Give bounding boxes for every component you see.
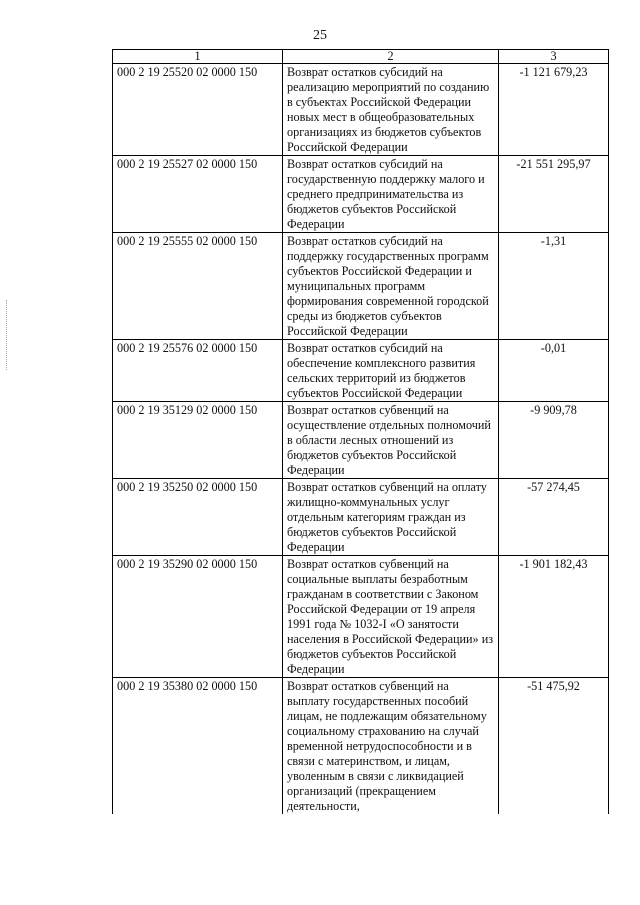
row-code: 000 2 19 35129 02 0000 150: [113, 402, 283, 479]
row-code: 000 2 19 25576 02 0000 150: [113, 340, 283, 402]
table-row: [113, 556, 609, 678]
row-description: Возврат остатков субсидий на поддержку государственных программ субъектов Российской Федерации и муниципальных программ формирования современной городской среды из бюджетов субъектов Российской Федерации: [283, 233, 499, 340]
row-amount: -1,31: [499, 233, 609, 340]
row-amount: -0,01: [499, 340, 609, 402]
row-amount: -51 475,92: [499, 678, 609, 815]
column-header-code: 1: [113, 50, 283, 64]
table-row: [113, 64, 609, 156]
table-row: [113, 233, 609, 340]
row-code: 000 2 19 35250 02 0000 150: [113, 479, 283, 556]
row-code: 000 2 19 25527 02 0000 150: [113, 156, 283, 233]
row-description: Возврат остатков субсидий на государственную поддержку малого и среднего предпринимательства из бюджетов субъектов Российской Федерации: [283, 156, 499, 233]
row-code: 000 2 19 35290 02 0000 150: [113, 556, 283, 678]
table-row: [113, 156, 609, 233]
scan-margin-mark: [6, 300, 8, 370]
column-header-description: 2: [283, 50, 499, 64]
row-description: Возврат остатков субсидий на реализацию мероприятий по созданию в субъектах Российской Федерации новых мест в общеобразовательных организациях из бюджетов субъектов Российской Федерации: [283, 64, 499, 156]
table-row: [113, 479, 609, 556]
row-code: 000 2 19 25520 02 0000 150: [113, 64, 283, 156]
row-description: Возврат остатков субсидий на обеспечение комплексного развития сельских территорий из бюджетов субъектов Российской Федерации: [283, 340, 499, 402]
table-row: [113, 678, 609, 815]
page-number: 25: [313, 28, 327, 43]
row-amount: -21 551 295,97: [499, 156, 609, 233]
row-amount: -57 274,45: [499, 479, 609, 556]
table-row: [113, 402, 609, 479]
row-amount: -1 121 679,23: [499, 64, 609, 156]
table-header-row: [113, 50, 609, 64]
row-amount: -9 909,78: [499, 402, 609, 479]
column-header-amount: 3: [499, 50, 609, 64]
row-description: Возврат остатков субвенций на осуществление отдельных полномочий в области лесных отношений из бюджетов субъектов Российской Федерации: [283, 402, 499, 479]
row-code: 000 2 19 35380 02 0000 150: [113, 678, 283, 815]
row-description: Возврат остатков субвенций на выплату государственных пособий лицам, не подлежащим обязательному социальному страхованию на случай временной нетрудоспособности и в связи с материнством, и лицам, уволенным в связи с ликвидацией организаций (прекращением деятельности,: [283, 678, 499, 815]
row-description: Возврат остатков субвенций на оплату жилищно-коммунальных услуг отдельным категориям граждан из бюджетов субъектов Российской Федерации: [283, 479, 499, 556]
row-amount: -1 901 182,43: [499, 556, 609, 678]
row-description: Возврат остатков субвенций на социальные выплаты безработным гражданам в соответствии с Законом Российской Федерации от 19 апреля 1991 года № 1032-I «О занятости населения в Российской Федерации» из бюджетов субъектов Российской Федерации: [283, 556, 499, 678]
budget-table: [112, 49, 609, 814]
row-code: 000 2 19 25555 02 0000 150: [113, 233, 283, 340]
table-row: [113, 340, 609, 402]
